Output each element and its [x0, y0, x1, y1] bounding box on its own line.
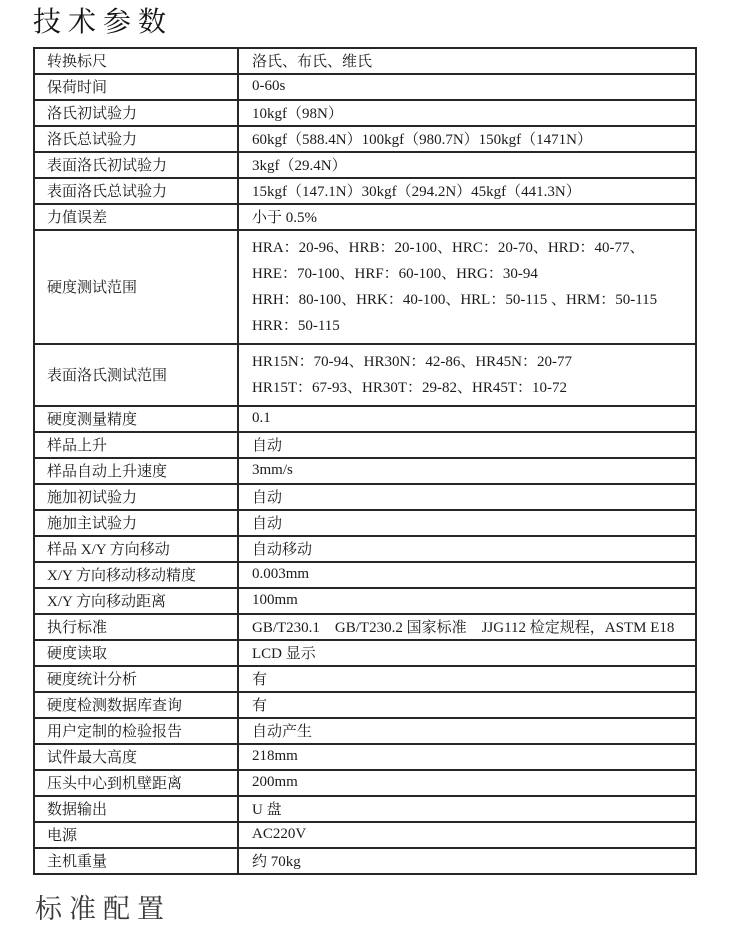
table-row: [34, 536, 696, 562]
table-row: [34, 562, 696, 588]
spec-value-line: HRA：20-96、HRB：20-100、HRC：20-70、HRD：40-77、: [252, 239, 645, 256]
spec-label: 硬度测量精度: [34, 406, 238, 432]
spec-value: 60kgf（588.4N）100kgf（980.7N）150kgf（1471N）: [238, 126, 696, 152]
spec-label: 表面洛氏初试验力: [34, 152, 238, 178]
spec-value-line: HRE：70-100、HRF：60-100、HRG：30-94: [252, 265, 538, 282]
table-row: [34, 848, 696, 874]
table-row: [34, 432, 696, 458]
spec-label: 数据输出: [34, 796, 238, 822]
spec-value-line: HRH：80-100、HRK：40-100、HRL：50-115 、HRM：50-115: [252, 291, 658, 308]
spec-value: 有: [238, 666, 696, 692]
spec-label: 样品自动上升速度: [34, 458, 238, 484]
spec-label: 试件最大高度: [34, 744, 238, 770]
table-row: [34, 344, 696, 406]
table-row: [34, 458, 696, 484]
spec-label: 施加主试验力: [34, 510, 238, 536]
spec-value-line: HRR：50-115: [252, 317, 340, 334]
spec-label: 表面洛氏测试范围: [34, 344, 238, 406]
next-section-heading-partial: 标准配置: [35, 894, 171, 924]
spec-value: 有: [238, 692, 696, 718]
spec-label: 压头中心到机壁距离: [34, 770, 238, 796]
spec-value: [238, 230, 696, 344]
spec-value: 自动: [238, 432, 696, 458]
spec-value: 3mm/s: [238, 458, 696, 484]
spec-table: [33, 47, 697, 875]
spec-value: 10kgf（98N）: [238, 100, 696, 126]
table-row: [34, 74, 696, 100]
spec-table-body: [34, 48, 696, 874]
table-row: [34, 204, 696, 230]
table-row: [34, 718, 696, 744]
spec-label: 转换标尺: [34, 48, 238, 74]
table-row: [34, 770, 696, 796]
spec-value: LCD 显示: [238, 640, 696, 666]
spec-label: 执行标准: [34, 614, 238, 640]
spec-label: 保荷时间: [34, 74, 238, 100]
spec-label: 洛氏总试验力: [34, 126, 238, 152]
table-row: [34, 406, 696, 432]
spec-label: 硬度统计分析: [34, 666, 238, 692]
table-row: [34, 640, 696, 666]
table-row: [34, 48, 696, 74]
table-row: [34, 230, 696, 344]
table-row: [34, 484, 696, 510]
spec-value: 15kgf（147.1N）30kgf（294.2N）45kgf（441.3N）: [238, 178, 696, 204]
spec-value-line: HR15T：67-93、HR30T：29-82、HR45T：10-72: [252, 379, 567, 396]
table-row: [34, 744, 696, 770]
spec-label: 表面洛氏总试验力: [34, 178, 238, 204]
spec-value: 自动移动: [238, 536, 696, 562]
table-row: [34, 126, 696, 152]
spec-label: 样品上升: [34, 432, 238, 458]
spec-label: 硬度测试范围: [34, 230, 238, 344]
spec-label: 样品 X/Y 方向移动: [34, 536, 238, 562]
table-row: [34, 510, 696, 536]
spec-label: 主机重量: [34, 848, 238, 874]
spec-label: 洛氏初试验力: [34, 100, 238, 126]
spec-value: 小于 0.5%: [238, 204, 696, 230]
table-row: [34, 588, 696, 614]
spec-value-line: HR15N：70-94、HR30N：42-86、HR45N：20-77: [252, 353, 572, 370]
spec-value: AC220V: [238, 822, 696, 848]
spec-value: 自动产生: [238, 718, 696, 744]
spec-label: 施加初试验力: [34, 484, 238, 510]
spec-value: 0-60s: [238, 74, 696, 100]
spec-value: [238, 344, 696, 406]
spec-value: 自动: [238, 510, 696, 536]
spec-label: 电源: [34, 822, 238, 848]
spec-label: 用户定制的检验报告: [34, 718, 238, 744]
table-row: [34, 614, 696, 640]
table-row: [34, 178, 696, 204]
spec-value: 100mm: [238, 588, 696, 614]
spec-label: 硬度检测数据库查询: [34, 692, 238, 718]
spec-label: 力值误差: [34, 204, 238, 230]
spec-value: GB/T230.1 GB/T230.2 国家标准 JJG112 检定规程，ASTM E18: [238, 614, 696, 640]
table-row: [34, 152, 696, 178]
spec-value: U 盘: [238, 796, 696, 822]
table-row: [34, 666, 696, 692]
spec-label: X/Y 方向移动移动精度: [34, 562, 238, 588]
table-row: [34, 822, 696, 848]
table-row: [34, 796, 696, 822]
spec-value: 0.1: [238, 406, 696, 432]
table-row: [34, 100, 696, 126]
spec-value: 约 70kg: [238, 848, 696, 874]
spec-value: 洛氏、布氏、维氏: [238, 48, 696, 74]
page-title: 技术参数: [33, 7, 174, 38]
table-row: [34, 692, 696, 718]
spec-value: 200mm: [238, 770, 696, 796]
spec-value: 自动: [238, 484, 696, 510]
spec-value: 0.003mm: [238, 562, 696, 588]
spec-value: 3kgf（29.4N）: [238, 152, 696, 178]
spec-value: 218mm: [238, 744, 696, 770]
spec-label: X/Y 方向移动距离: [34, 588, 238, 614]
spec-label: 硬度读取: [34, 640, 238, 666]
